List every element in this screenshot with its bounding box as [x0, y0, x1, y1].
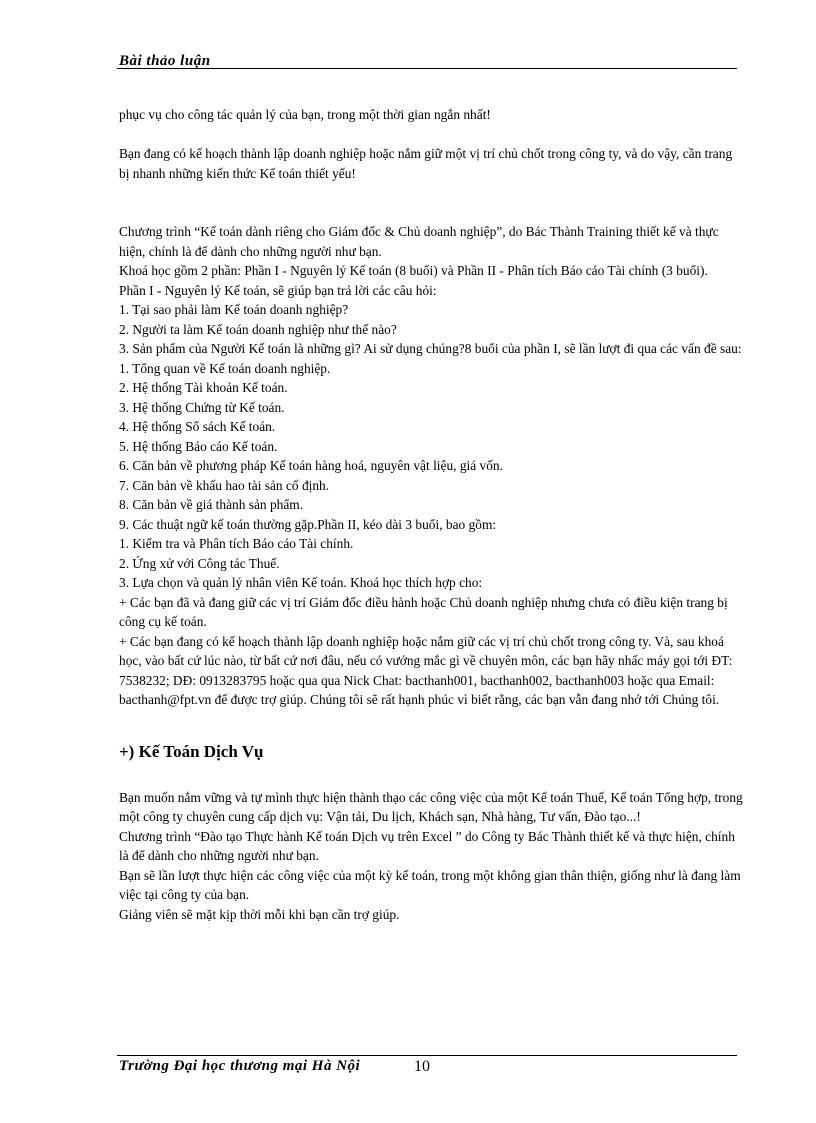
text-line: Bạn muốn nắm vững và tự mình thực hiện thành thạo các công việc của một Kế toán Thuế, Kế toán Tổng hợp, trong một công ty chuyên cung cấp dịch vụ: Vận tải, Du lịch, Khách sạn, Nhà hàng, Tư vấn, Đào tạo...! — [119, 789, 743, 824]
footer-divider — [117, 1055, 737, 1056]
page-header-title: Bài thảo luận — [119, 53, 211, 69]
paragraph-intro: phục vụ cho công tác quản lý của bạn, trong một thời gian ngắn nhất! — [119, 107, 491, 122]
text-line: 1. Tổng quan về Kế toán doanh nghiệp. — [119, 360, 331, 376]
text-line: 1. Tại sao phải làm Kế toán doanh nghiệp? — [119, 302, 349, 317]
paragraph-plan: Bạn đang có kế hoạch thành lập doanh nghiệp hoặc nắm giữ một vị trí chủ chốt trong công ty, và do vậy, cần trang bị nhanh những kiến thức Kế toán thiết yếu! — [119, 146, 733, 181]
text-line: + Các bạn đã và đang giữ các vị trí Giám đốc điều hành hoặc Chủ doanh nghiệp nhưng chưa có điều kiện trang bị công cụ kế toán. — [119, 594, 728, 629]
page-number: 10 — [414, 1058, 430, 1075]
text-line: 9. Các thuật ngữ kế toán thường gặp.Phần II, kéo dài 3 buổi, bao gồm: — [119, 516, 497, 532]
document-body — [119, 105, 743, 924]
section-heading: +) Kế Toán Dịch Vụ — [119, 741, 264, 761]
text-line: 7. Căn bản về khấu hao tài sản cố định. — [119, 477, 330, 493]
text-line: 3. Sản phẩm của Người Kế toán là những gì? Ai sử dụng chúng?8 buổi của phần I, sẽ lần lượt đi qua các vấn đề sau: — [119, 341, 742, 356]
text-line: 8. Căn bản về giá thành sản phẩm. — [119, 497, 304, 512]
text-line: 3. Hệ thống Chứng từ Kế toán. — [119, 399, 285, 415]
text-line: 2. Hệ thống Tài khoản Kế toán. — [119, 380, 288, 395]
text-line: Chương trình “Kế toán dành riêng cho Giám đốc & Chủ doanh nghiệp”, do Bác Thành Training thiết kế và thực hiện, chính là để dành cho những người như bạn. — [119, 224, 719, 259]
header-divider — [117, 68, 737, 69]
text-line: 6. Căn bản về phương pháp Kế toán hàng hoá, nguyên vật liệu, giá vốn. — [119, 458, 503, 473]
text-line: Chương trình “Đào tạo Thực hành Kế toán Dịch vụ trên Excel ” do Công ty Bác Thành thiết kế và thực hiện, chính là để dành cho những người như bạn. — [119, 828, 735, 863]
text-line: Giảng viên sẽ mặt kịp thời mỗi khi bạn cần trợ giúp. — [119, 906, 400, 922]
text-line: 4. Hệ thống Sổ sách Kế toán. — [119, 419, 276, 434]
text-line: 3. Lựa chọn và quản lý nhân viên Kế toán. Khoá học thích hợp cho: — [119, 575, 483, 590]
text-line: Bạn sẽ lần lượt thực hiện các công việc của một kỳ kế toán, trong một không gian thân thiện, giống như là đang làm việc tại công ty của bạn. — [119, 867, 741, 902]
text-line: + Các bạn đang có kế hoạch thành lập doanh nghiệp hoặc nắm giữ các vị trí chủ chốt trong công ty. Và, sau khoá học, vào bất cứ lúc nào, từ bất cứ nơi đâu, nếu có vướng mắc gì về chuyên môn, các bạn hãy nhấc máy gọi tới ĐT: 7538232; DĐ: 0913283795 hoặc qua qua Nick Chat: bacthanh001, bacthanh002, bacthanh003 hoặc qua Email: bacthanh@fpt.vn để được trợ giúp. Chúng tôi sẽ rất hạnh phúc vì biết rằng, các bạn vẫn đang nhớ tới Chúng tôi. — [119, 633, 733, 707]
text-line: 5. Hệ thống Báo cáo Kế toán. — [119, 438, 278, 454]
footer-institution: Trường Đại học thương mại Hà Nội — [119, 1058, 361, 1074]
text-line: 2. Ứng xử với Công tác Thuế. — [119, 555, 280, 571]
text-line: 2. Người ta làm Kế toán doanh nghiệp như thế nào? — [119, 321, 397, 337]
text-line: Phần I - Nguyên lý Kế toán, sẽ giúp bạn trả lời các câu hỏi: — [119, 282, 437, 298]
text-line: 1. Kiểm tra và Phân tích Báo cáo Tài chính. — [119, 536, 354, 551]
text-line: Khoá học gồm 2 phần: Phần I - Nguyên lý Kế toán (8 buổi) và Phần II - Phân tích Báo cáo Tài chính (3 buổi). — [119, 263, 708, 278]
